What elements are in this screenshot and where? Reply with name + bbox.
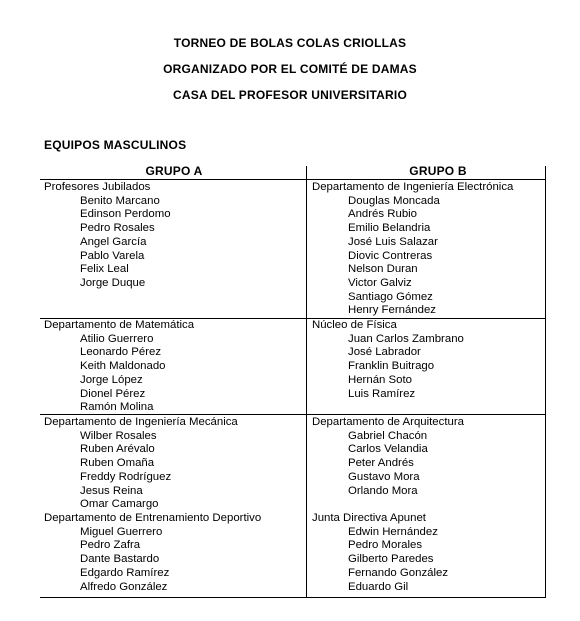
- team-member: Leonardo Pérez: [80, 346, 162, 359]
- team-member: Dionel Pérez: [80, 387, 146, 400]
- team-member: Santiago Gómez: [348, 290, 433, 303]
- team-member: Atilio Guerrero: [80, 332, 154, 345]
- team-member: Gustavo Mora: [348, 470, 420, 483]
- team-member: Miguel Guerrero: [80, 525, 163, 538]
- team-member: Nelson Duran: [348, 263, 418, 276]
- team-block: [312, 512, 448, 594]
- team-member: Dante Bastardo: [80, 553, 160, 566]
- team-member: Alfredo González: [80, 580, 168, 593]
- team-member: Angel García: [80, 235, 147, 248]
- group-b-header: GRUPO B: [409, 164, 467, 178]
- team-name: Departamento de Arquitectura: [312, 416, 464, 428]
- team-block: [312, 181, 513, 318]
- team-member: Wilber Rosales: [80, 429, 157, 442]
- team-member: Pedro Morales: [348, 539, 423, 552]
- team-block: [44, 416, 238, 512]
- team-block: [44, 512, 261, 594]
- team-name: Departamento de Matemática: [44, 319, 195, 331]
- team-member: Pedro Zafra: [80, 539, 141, 552]
- table-bottom-rule: [40, 597, 546, 598]
- team-member: Emilio Belandria: [348, 222, 431, 235]
- team-member: Keith Maldonado: [80, 360, 166, 373]
- team-member: Pablo Varela: [80, 249, 145, 262]
- team-member: Jorge López: [80, 373, 143, 386]
- team-member: Hernán Soto: [348, 373, 412, 386]
- team-member: Juan Carlos Zambrano: [348, 332, 464, 345]
- team-member: Diovic Contreras: [348, 249, 433, 262]
- team-name: Departamento de Ingeniería Electrónica: [312, 181, 514, 193]
- team-member: Douglas Moncada: [348, 194, 440, 207]
- team-member: Freddy Rodríguez: [80, 470, 172, 483]
- team-member: Ruben Omaña: [80, 457, 155, 470]
- team-member: Edinson Perdomo: [80, 208, 171, 221]
- team-member: José Luis Salazar: [348, 235, 438, 248]
- group-a-header: GRUPO A: [145, 164, 203, 178]
- team-member: Franklin Buitrago: [348, 360, 435, 373]
- team-member: Henry Fernández: [348, 304, 437, 317]
- header-rule: [40, 179, 546, 180]
- column-divider: [306, 166, 307, 598]
- team-name: Profesores Jubilados: [44, 181, 151, 193]
- team-name: Junta Directiva Apunet: [312, 512, 426, 524]
- team-block: [312, 319, 464, 401]
- team-member: Gabriel Chacón: [348, 429, 428, 442]
- team-name: Departamento de Ingeniería Mecánica: [44, 416, 238, 428]
- section-title: EQUIPOS MASCULINOS: [44, 138, 187, 152]
- team-member: Edwin Hernández: [348, 525, 438, 538]
- team-member: Pedro Rosales: [80, 222, 155, 235]
- team-member: Andrés Rubio: [348, 208, 418, 221]
- team-name: Departamento de Entrenamiento Deportivo: [44, 512, 262, 524]
- team-member: Orlando Mora: [348, 484, 418, 497]
- team-member: Luis Ramírez: [348, 387, 416, 400]
- team-block: [44, 319, 194, 415]
- team-member: Benito Marcano: [80, 194, 160, 207]
- table-right-border: [545, 166, 546, 598]
- team-member: Eduardo Gil: [348, 580, 409, 593]
- team-member: Felix Leal: [80, 263, 129, 276]
- team-block: [312, 416, 464, 498]
- team-member: Ramón Molina: [80, 401, 154, 414]
- team-member: José Labrador: [348, 346, 421, 359]
- venue-line: CASA DEL PROFESOR UNIVERSITARIO: [172, 88, 407, 102]
- tournament-title: TORNEO DE BOLAS COLAS CRIOLLAS: [173, 36, 407, 50]
- team-member: Omar Camargo: [80, 498, 159, 511]
- team-member: Victor Galviz: [348, 276, 412, 289]
- team-member: Fernando González: [348, 566, 449, 579]
- team-member: Jesus Reina: [80, 484, 143, 497]
- team-member: Peter Andrés: [348, 457, 414, 470]
- team-member: Gilberto Paredes: [348, 553, 434, 566]
- team-block: [44, 181, 171, 291]
- team-name: Núcleo de Física: [312, 319, 397, 331]
- team-member: Carlos Velandia: [348, 443, 428, 456]
- team-member: Edgardo Ramírez: [80, 566, 170, 579]
- team-member: Jorge Duque: [80, 276, 146, 289]
- team-member: Ruben Arévalo: [80, 443, 155, 456]
- organizer-line: ORGANIZADO POR EL COMITÉ DE DAMAS: [163, 62, 417, 76]
